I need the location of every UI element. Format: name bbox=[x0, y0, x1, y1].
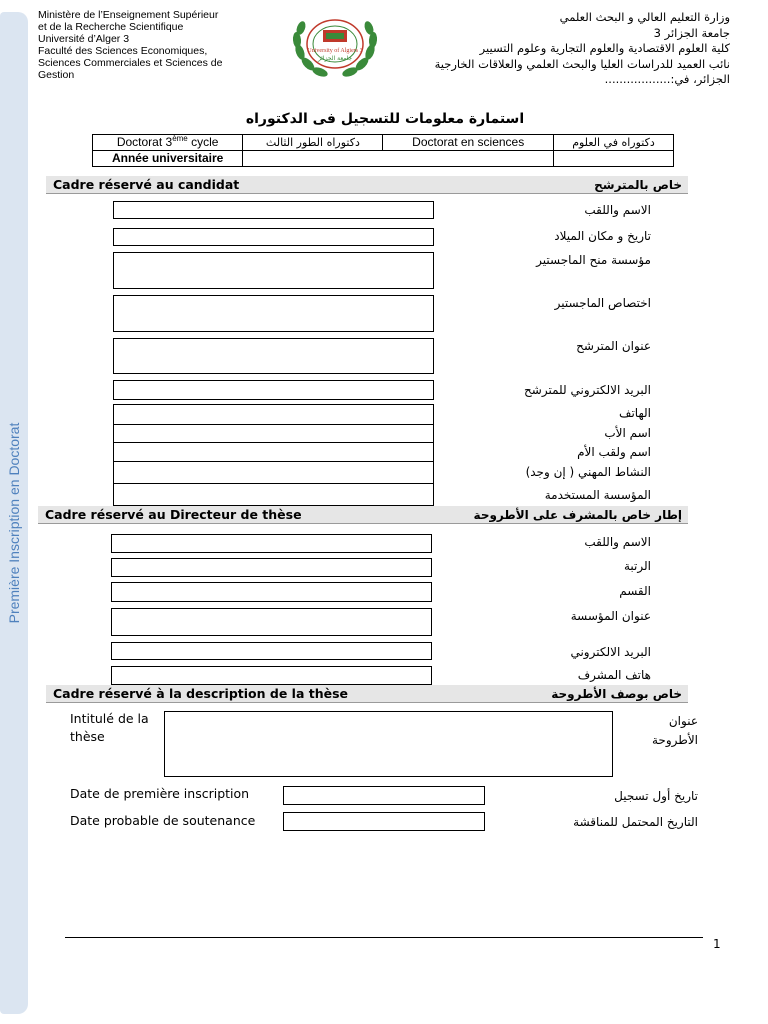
option-label: Doctorat 3 bbox=[116, 135, 173, 149]
directeur-adresse-label: عنوان المؤسسة bbox=[570, 609, 651, 623]
section-candidat-title-ar: خاص بالمترشح bbox=[594, 178, 682, 192]
these-intitule-label-ar-line: عنوان bbox=[668, 714, 698, 728]
candidat-pere-label: اسم الأب bbox=[604, 426, 651, 440]
header-left-line: Université d’Alger 3 bbox=[38, 33, 130, 45]
these-intitule-label bbox=[70, 710, 149, 746]
candidat-email-label: البريد الالكتروني للمترشح bbox=[524, 383, 651, 397]
directeur-telephone-label: هاتف المشرف bbox=[577, 668, 651, 682]
these-intitule-field[interactable] bbox=[164, 711, 613, 777]
option-doctorat-3eme-cycle[interactable] bbox=[93, 135, 243, 151]
candidat-mere-label: اسم ولقب الأم bbox=[577, 445, 651, 459]
header-institution-ar bbox=[400, 10, 730, 88]
candidat-telephone-label: الهاتف bbox=[619, 406, 651, 420]
header-left-line: Ministère de l’Enseignement Supérieur bbox=[38, 9, 219, 21]
candidat-specialite-magister-label: اختصاص الماجستير bbox=[554, 296, 651, 310]
section-candidat-title: Cadre réservé au candidat bbox=[53, 177, 240, 192]
candidat-nom-field[interactable] bbox=[113, 201, 434, 219]
section-these-title-ar: خاص بوصف الأطروحة bbox=[551, 687, 682, 701]
header-right-line: الجزائر، في:.................. bbox=[604, 72, 730, 86]
university-logo bbox=[288, 10, 382, 82]
grid-row-divider bbox=[113, 461, 434, 462]
directeur-departement-field[interactable] bbox=[111, 582, 432, 602]
directeur-nom-field[interactable] bbox=[111, 534, 432, 553]
header-left-line: et de la Recherche Scientifique bbox=[38, 21, 184, 33]
directeur-departement-label: القسم bbox=[619, 584, 651, 598]
candidat-specialite-magister-field[interactable] bbox=[113, 295, 434, 332]
header-left-line: Faculté des Sciences Economiques, bbox=[38, 45, 208, 57]
candidat-activite-label: النشاط المهني ( إن وجد) bbox=[525, 465, 651, 479]
candidat-adresse-field[interactable] bbox=[113, 338, 434, 374]
candidat-naissance-label: تاريخ و مكان الميلاد bbox=[554, 229, 651, 243]
annee-universitaire-label: Année universitaire bbox=[93, 151, 243, 167]
doctorat-type-table bbox=[92, 134, 674, 167]
header-right-line: نائب العميد للدراسات العليا والبحث العلمي والعلاقات الخارجية bbox=[434, 56, 730, 71]
header-left-line: Gestion bbox=[38, 69, 75, 81]
these-intitule-label-line: Intitulé de la bbox=[70, 711, 149, 726]
section-directeur-title-ar: إطار خاص بالمشرف على الأطروحة bbox=[473, 508, 682, 522]
option-label-suffix: cycle bbox=[187, 135, 219, 149]
directeur-email-field[interactable] bbox=[111, 642, 432, 660]
footer-rule bbox=[65, 937, 703, 938]
candidat-naissance-field[interactable] bbox=[113, 228, 434, 246]
laurel-logo-icon bbox=[288, 10, 382, 82]
option-doctorat-sciences[interactable]: Doctorat en sciences bbox=[383, 135, 553, 151]
date-soutenance-label: Date probable de soutenance bbox=[70, 813, 256, 828]
superscript: ème bbox=[172, 134, 188, 143]
these-intitule-label-ar-line: الأطروحة bbox=[652, 733, 698, 747]
directeur-nom-label: الاسم واللقب bbox=[584, 535, 651, 549]
section-directeur bbox=[38, 506, 688, 524]
candidat-nom-label: الاسم واللقب bbox=[584, 203, 651, 217]
date-premiere-inscription-label: Date de première inscription bbox=[70, 786, 250, 801]
header-institution-fr bbox=[38, 9, 258, 81]
directeur-grade-field[interactable] bbox=[111, 558, 432, 577]
grid-row-divider bbox=[113, 483, 434, 484]
grid-row-divider bbox=[113, 442, 434, 443]
date-premiere-inscription-field[interactable] bbox=[283, 786, 485, 805]
header-right-line: جامعة الجزائر 3 bbox=[653, 25, 730, 40]
date-soutenance-field[interactable] bbox=[283, 812, 485, 831]
option-doctorat-3eme-cycle-ar[interactable]: دكتوراه الطور الثالث bbox=[243, 135, 383, 151]
option-doctorat-sciences-ar[interactable]: دكتوراه في العلوم bbox=[553, 135, 673, 151]
date-premiere-inscription-label-ar: تاريخ أول تسجيل bbox=[614, 789, 698, 803]
section-directeur-title: Cadre réservé au Directeur de thèse bbox=[45, 507, 302, 522]
directeur-email-label: البريد الالكتروني bbox=[570, 645, 651, 659]
directeur-telephone-field[interactable] bbox=[111, 666, 432, 685]
grid-row-divider bbox=[113, 424, 434, 425]
these-intitule-label-line: thèse bbox=[70, 729, 105, 744]
date-soutenance-label-ar: التاريخ المحتمل للمناقشة bbox=[573, 815, 698, 829]
annee-universitaire-field-ar[interactable] bbox=[553, 151, 673, 167]
header-right-line: كلية العلوم الاقتصادية والعلوم التجارية وعلوم التسيير bbox=[479, 41, 730, 55]
directeur-grade-label: الرتبة bbox=[623, 559, 651, 573]
header-left-line: Sciences Commerciales et Sciences de bbox=[38, 57, 223, 69]
section-candidat bbox=[46, 176, 688, 194]
candidat-adresse-label: عنوان المترشح bbox=[576, 339, 651, 353]
annee-universitaire-field[interactable] bbox=[243, 151, 554, 167]
sidebar-title: Première Inscription en Doctorat bbox=[6, 422, 22, 624]
candidat-email-field[interactable] bbox=[113, 380, 434, 400]
candidat-etablissement-magister-field[interactable] bbox=[113, 252, 434, 289]
these-intitule-label-ar bbox=[652, 712, 698, 750]
page-number: 1 bbox=[713, 937, 721, 951]
logo-caption-ar: جامعة الجزائر bbox=[317, 55, 353, 62]
sidebar-band bbox=[0, 12, 28, 1014]
directeur-adresse-field[interactable] bbox=[111, 608, 432, 636]
candidat-employeur-label: المؤسسة المستخدمة bbox=[544, 488, 651, 502]
logo-caption: University of Algiers 3 bbox=[307, 48, 363, 54]
candidat-etablissement-magister-label: مؤسسة منح الماجستير bbox=[536, 253, 651, 267]
form-title: استمارة معلومات للتسجيل فى الدكتوراه bbox=[245, 111, 525, 127]
section-these bbox=[46, 685, 688, 703]
candidat-infos-grid bbox=[113, 404, 434, 506]
header-right-line: وزارة التعليم العالي و البحث العلمي bbox=[559, 10, 730, 24]
section-these-title: Cadre réservé à la description de la thèse bbox=[53, 686, 349, 701]
